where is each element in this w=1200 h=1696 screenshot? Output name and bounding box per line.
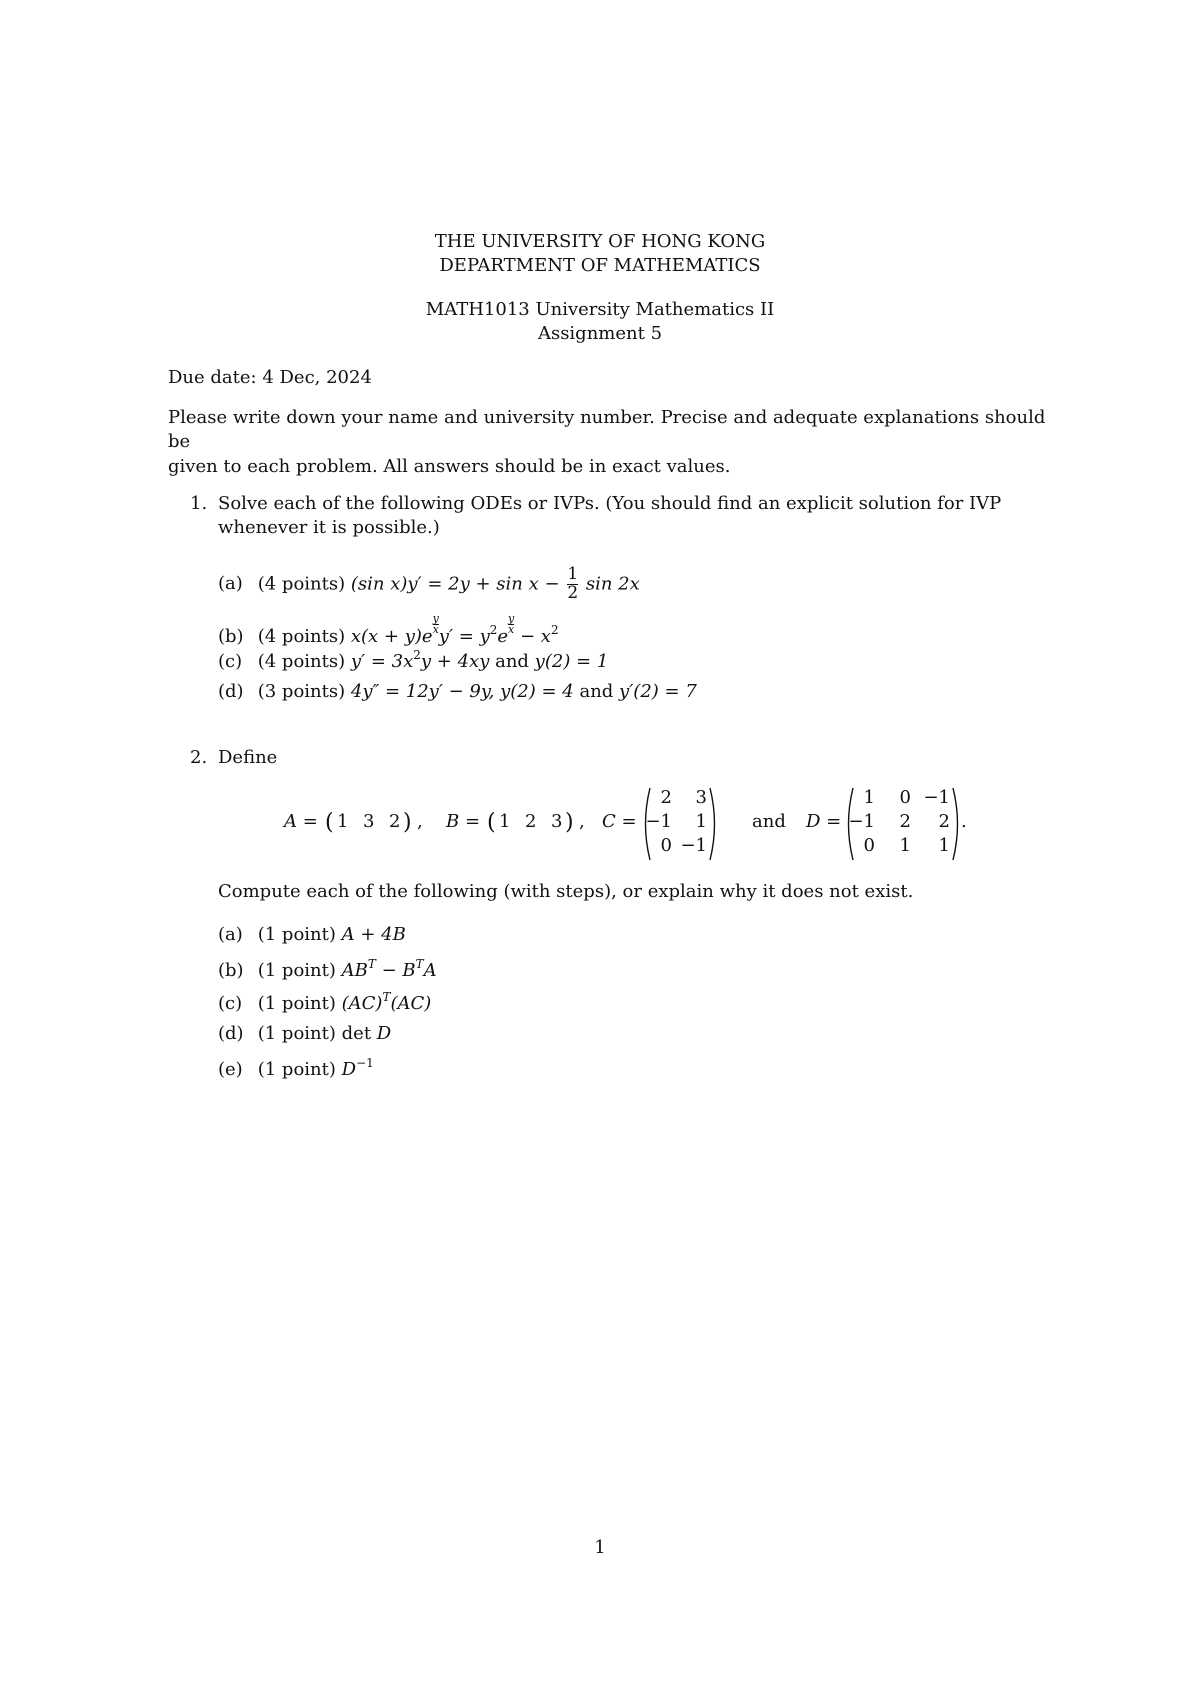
part-label: (a) xyxy=(218,924,243,945)
university-name: THE UNIVERSITY OF HONG KONG xyxy=(434,231,766,252)
matrix-C-entry: −1 xyxy=(645,811,672,832)
part-label: (e) xyxy=(218,1059,243,1080)
equation-b-post: − x xyxy=(514,625,551,647)
matrix-C-entry: 3 xyxy=(695,787,707,808)
instructions-line-1: Please write down your name and university number. Precise and adequate explanations should be xyxy=(168,407,1046,453)
matrix-D-label: D = xyxy=(806,811,842,832)
q2-number: 2. xyxy=(190,747,208,768)
expression-c-post: (AC) xyxy=(390,993,432,1014)
equation-b-mid: y′ = y xyxy=(438,625,490,647)
expression-b-pre: AB xyxy=(341,960,368,981)
q1-intro-line-1: Solve each of the following ODEs or IVPs. (You should find an explicit solution for IVP xyxy=(218,493,1002,514)
matrix-A-entry: 3 xyxy=(363,811,375,832)
expression-b-post: A xyxy=(423,960,437,981)
exponent-square: 2 xyxy=(413,648,421,662)
part-points: (1 point) xyxy=(257,1059,336,1080)
comma: , xyxy=(417,811,423,832)
matrix-D-entry: 2 xyxy=(938,811,950,832)
period: . xyxy=(961,811,967,832)
matrix-D-entry: 2 xyxy=(899,811,911,832)
equation-c-pre: y′ = 3x xyxy=(350,651,414,672)
and-text: and xyxy=(573,681,620,702)
instructions-line-2: given to each problem. All answers should be in exact values. xyxy=(168,455,731,477)
matrix-A-entry: 2 xyxy=(389,811,401,832)
matrix-D xyxy=(843,784,967,864)
equation-d: 4y″ = 12y′ − 9y, y(2) = 4 xyxy=(350,681,574,702)
q1-part-a xyxy=(218,566,640,603)
matrix-C-entry: −1 xyxy=(680,835,707,856)
expression-c-pre: (AC) xyxy=(341,993,383,1014)
matrix-C-label: C = xyxy=(602,811,637,832)
part-label: (c) xyxy=(218,993,243,1014)
part-points: (1 point) xyxy=(257,960,336,981)
expression-b-mid: − B xyxy=(375,960,416,981)
q2-compute-text: Compute each of the following (with steps), or explain why it does not exist. xyxy=(218,881,914,902)
matrix-D-entry: −1 xyxy=(848,811,875,832)
matrix-A-label: A = xyxy=(284,811,318,832)
q1-intro-line-2: whenever it is possible.) xyxy=(218,517,440,539)
matrix-A-entry: 1 xyxy=(337,811,349,832)
part-label: (c) xyxy=(218,651,243,672)
exponent-y-over-x: $\frac{y}{x}$ xyxy=(432,612,439,636)
instructions xyxy=(168,406,1048,479)
part-points: (4 points) xyxy=(257,573,346,595)
equation-a-left: (sin x)y′ = 2y + sin x − xyxy=(350,573,560,595)
part-label: (b) xyxy=(218,625,244,647)
q1-intro xyxy=(218,492,1048,541)
course-title: MATH1013 University Mathematics II xyxy=(425,299,775,320)
matrix-B-label: B = xyxy=(446,811,481,832)
equation-c-mid: y + 4xy xyxy=(420,651,490,672)
matrix-D-entry: 0 xyxy=(899,787,911,808)
q2-part-b xyxy=(218,957,437,982)
part-label: (a) xyxy=(218,573,243,595)
matrix-B-entry: 1 xyxy=(499,811,511,832)
part-label: (b) xyxy=(218,960,244,981)
q1-part-d xyxy=(218,681,697,703)
q1-part-b: (b) (4 points) x(x + y)e $\frac{y}{x}$ $y' = y^2e$ $\frac{y}{x}$ − $x^2$ xyxy=(218,612,559,647)
matrix-D-entry: 1 xyxy=(938,835,950,856)
equation-a-right: sin 2x xyxy=(585,573,640,595)
equation-b-pre: x(x + y)e xyxy=(350,625,433,647)
page-number: 1 xyxy=(594,1537,606,1558)
assignment-title: Assignment 5 xyxy=(537,323,663,344)
part-points: (1 point) xyxy=(257,1023,336,1044)
part-points: (1 point) xyxy=(257,924,336,945)
expression-d: D xyxy=(376,1023,392,1044)
part-points: (4 points) xyxy=(257,625,346,647)
q2-part-e xyxy=(218,1056,374,1081)
q1-part-c xyxy=(218,648,608,673)
and-text: and xyxy=(489,651,535,672)
department-name: DEPARTMENT OF MATHEMATICS xyxy=(439,255,761,276)
q2-part-d xyxy=(218,1023,391,1045)
matrix-D-entry: 1 xyxy=(899,835,911,856)
matrix-D-entry: −1 xyxy=(923,787,950,808)
q2-define: Define xyxy=(218,747,278,768)
fraction-one-half: $\frac{1}{2}$ xyxy=(567,564,579,603)
matrix-B-entry: 3 xyxy=(551,811,563,832)
transpose-sup: T xyxy=(382,990,391,1004)
transpose-sup: T xyxy=(415,957,424,971)
q2-part-a xyxy=(218,924,406,946)
matrix-D-entry: 1 xyxy=(863,787,875,808)
due-date: Due date: 4 Dec, 2024 xyxy=(168,367,372,388)
condition-c: y(2) = 1 xyxy=(534,651,609,672)
inverse-sup: −1 xyxy=(356,1056,374,1070)
part-label: (d) xyxy=(218,1023,244,1044)
matrix-C-entry: 2 xyxy=(660,787,672,808)
matrix-C xyxy=(640,784,720,864)
expression-a: A + 4B xyxy=(341,924,406,945)
exponent-square-2: 2 xyxy=(550,622,559,637)
and-text: and xyxy=(752,811,786,832)
part-points: (4 points) xyxy=(257,651,346,672)
matrix-C-entry: 1 xyxy=(695,811,707,832)
det-operator: det xyxy=(341,1023,377,1044)
exponent-square: 2 xyxy=(489,622,498,637)
part-points: (1 point) xyxy=(257,993,336,1014)
comma: , xyxy=(579,811,585,832)
document-page: THE UNIVERSITY OF HONG KONG DEPARTMENT OF MATHEMATICS MATH1013 University Mathematics II Assignment 5 Due date: 4 Dec, 2024 Please write down your name and university number. Precise and adequate explanations should be given to each problem. All answers should be in exact values. 1. Solve each of the following ODEs or IVPs. (You should find an explicit solution for IVP whenever it is possible.) (a) (4 points) (sin x)y′ = 2y + sin x − $\frac{1}{2}$ sin 2x (b) (4 points) x(x + y)e $\frac{y}{x}$ $y' = y^2e$ $\frac{y}{x}$ − $x^2$ (c) (4 points) $y' = 3x^2y + 4xy$ and y(2) = 1 (d) (3 points) 4y″ = 12y′ − 9y, y(2) = 4 and y′(2) = 7 2. Define A = ( 1 3 2 ) , B = ( 1 2 3 ) , C = 2 3 −1 1 0 −1 and D = 1 0 −1 −1 2 2 0 1 1 . Compute each of the following (with steps), or explain why it does not exist. (a) (1 point) A + 4B (b) (1 point) $AB^T - B^TA$ (c) (1 point) (AC)$^T$(AC) (d) (1 point) det D (e) (1 point) $D^{-1}$ 1 xyxy=(0,0,1200,1696)
matrix-B-entry: 2 xyxy=(525,811,537,832)
transpose-sup: T xyxy=(367,957,376,971)
condition-d: y′(2) = 7 xyxy=(619,681,697,702)
exponent-y-over-x-2: $\frac{y}{x}$ xyxy=(508,612,515,636)
matrix-D-entry: 0 xyxy=(863,835,875,856)
part-label: (d) xyxy=(218,681,244,702)
q2-part-c xyxy=(218,990,431,1015)
part-points: (3 points) xyxy=(257,681,346,702)
q1-number: 1. xyxy=(190,493,208,514)
expression-e: D xyxy=(341,1059,357,1080)
matrix-C-entry: 0 xyxy=(660,835,672,856)
